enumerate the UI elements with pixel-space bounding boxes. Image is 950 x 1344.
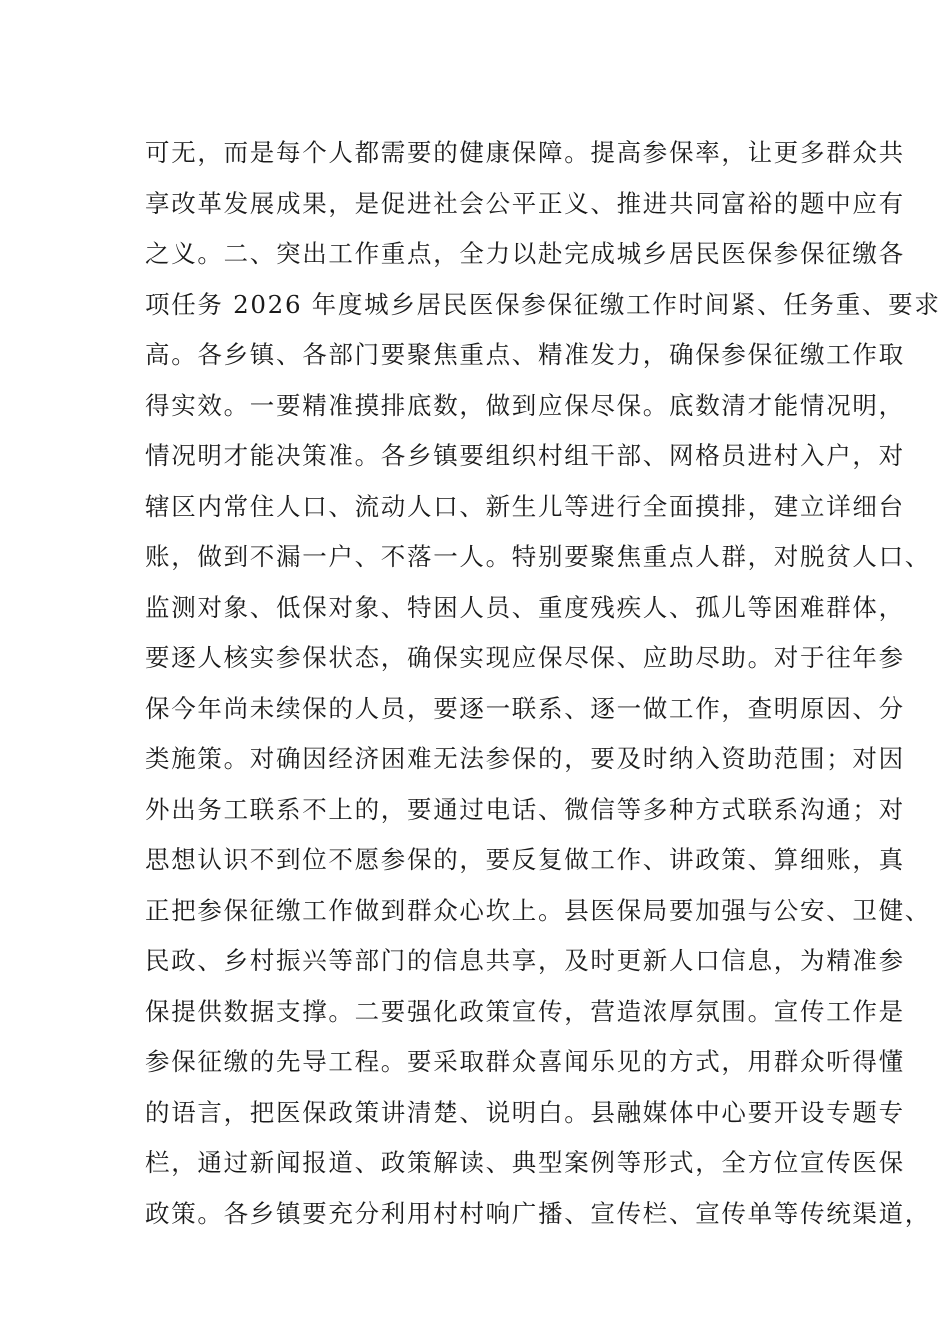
- text-line: 参保征缴的先导工程。要采取群众喜闻乐见的方式，用群众听得懂: [145, 1047, 905, 1076]
- text-line: 监测对象、低保对象、特困人员、重度残疾人、孤儿等困难群体，: [145, 592, 905, 622]
- text-line: 保提供数据支撑。二要强化政策宣传，营造浓厚氛围。宣传工作是: [145, 996, 905, 1026]
- text-line: 辖区内常住人口、流动人口、新生儿等进行全面摸排，建立详细台: [145, 491, 905, 521]
- text-line: 外出务工联系不上的，要通过电话、微信等多种方式联系沟通；对: [145, 794, 905, 824]
- text-line: 账，做到不漏一户、不落一人。特别要聚焦重点人群，对脱贫人口、: [145, 542, 931, 571]
- text-line: 类施策。对确因经济困难无法参保的，要及时纳入资助范围；对因: [145, 744, 905, 773]
- text-line: 要逐人核实参保状态，确保实现应保尽保、应助尽助。对于往年参: [145, 643, 905, 672]
- text-line: 保今年尚未续保的人员，要逐一联系、逐一做工作，查明原因、分: [145, 693, 905, 723]
- text-line: 项任务 2026 年度城乡居民医保参保征缴工作时间紧、任务重、要求: [145, 289, 941, 319]
- text-line: 得实效。一要精准摸排底数，做到应保尽保。底数清才能情况明，: [145, 390, 905, 420]
- text-line: 情况明才能决策准。各乡镇要组织村组干部、网格员进村入户，对: [145, 441, 905, 470]
- text-line: 政策。各乡镇要充分利用村村响广播、宣传栏、宣传单等传统渠道，: [145, 1198, 931, 1228]
- text-line: 民政、乡村振兴等部门的信息共享，及时更新人口信息，为精准参: [145, 946, 905, 975]
- text-line: 可无，而是每个人都需要的健康保障。提高参保率，让更多群众共: [145, 138, 905, 167]
- body-paragraph: [145, 136, 941, 1247]
- text-line: 之义。二、突出工作重点，全力以赴完成城乡居民医保参保征缴各: [145, 239, 905, 268]
- text-line: 高。各乡镇、各部门要聚焦重点、精准发力，确保参保征缴工作取: [145, 340, 905, 369]
- text-line: 栏，通过新闻报道、政策解读、典型案例等形式，全方位宣传医保: [145, 1148, 905, 1177]
- text-line: 的语言，把医保政策讲清楚、说明白。县融媒体中心要开设专题专: [145, 1097, 905, 1127]
- text-line: 享改革发展成果，是促进社会公平正义、推进共同富裕的题中应有: [145, 188, 905, 218]
- text-line: 正把参保征缴工作做到群众心坎上。县医保局要加强与公安、卫健、: [145, 895, 931, 925]
- text-line: 思想认识不到位不愿参保的，要反复做工作、讲政策、算细账，真: [145, 845, 905, 874]
